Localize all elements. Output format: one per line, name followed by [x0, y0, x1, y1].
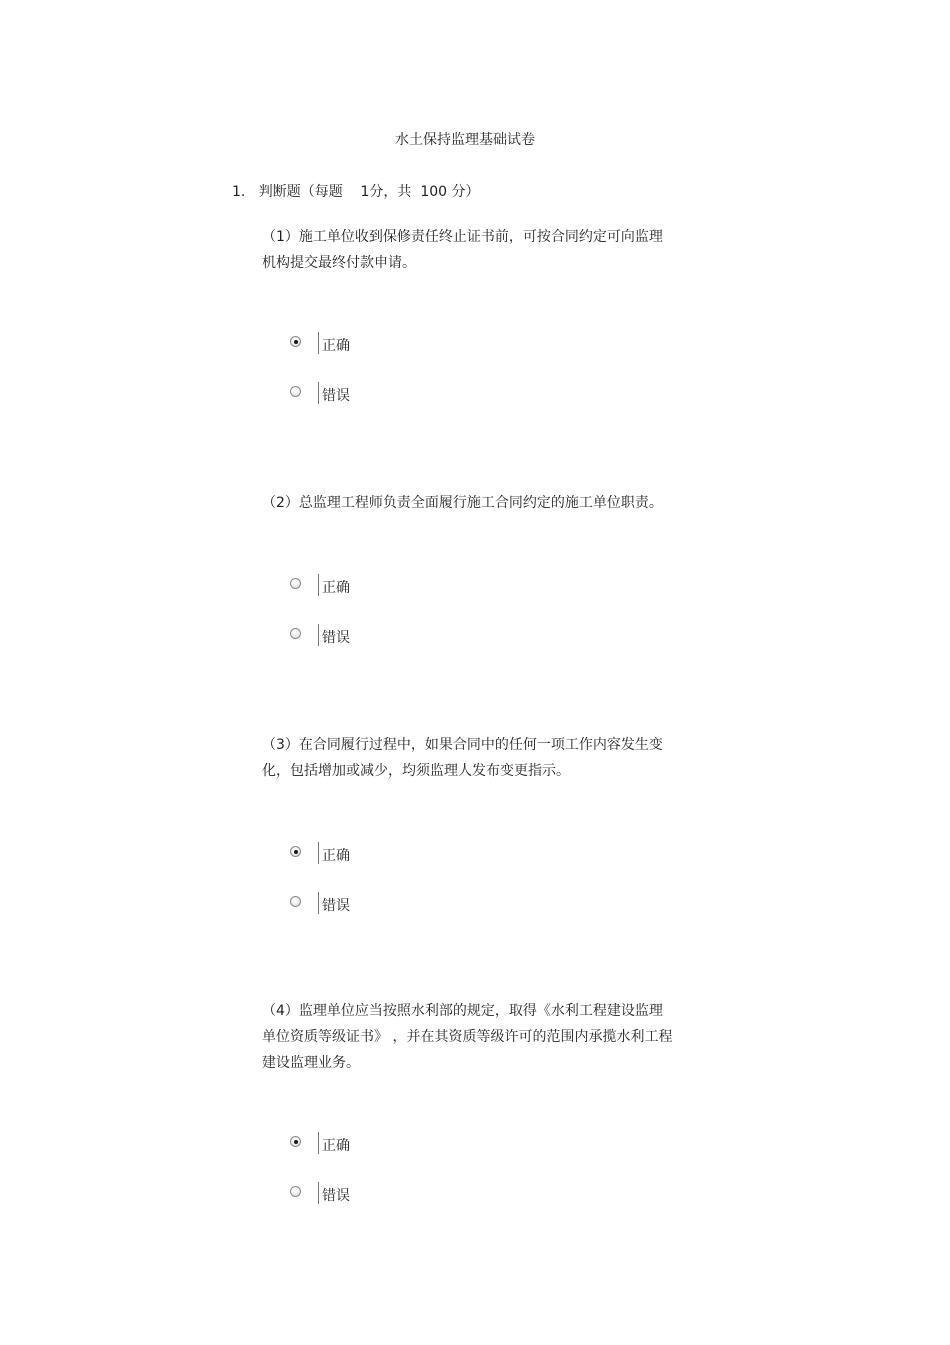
separator-bar — [318, 574, 319, 596]
question-1-option-false[interactable] — [290, 380, 350, 406]
radio-unchecked-icon[interactable] — [290, 1186, 301, 1197]
separator-bar — [318, 1132, 319, 1154]
question-3-text: （3）在合同履行过程中，如果合同中的任何一项工作内容发生变 化，包括增加或减少，均须监理人发布变更指示。 — [262, 737, 663, 779]
question-3-option-false[interactable] — [290, 890, 350, 916]
radio-unchecked-icon[interactable] — [290, 896, 301, 907]
radio-unchecked-icon[interactable] — [290, 628, 301, 639]
separator-bar — [318, 332, 319, 354]
option-label: 正确 — [322, 338, 350, 354]
option-label: 错误 — [322, 388, 350, 404]
question-4-option-true[interactable] — [290, 1130, 350, 1156]
question-1-text: （1）施工单位收到保修责任终止证书前，可按合同约定可向监理 机构提交最终付款申请。 — [262, 229, 663, 271]
option-label: 错误 — [322, 898, 350, 914]
separator-bar — [318, 382, 319, 404]
question-4-text: （4）监理单位应当按照水利部的规定，取得《水利工程建设监理 单位资质等级证书》 ，并在其资质等级许可的范围内承揽水利工程 建设监理业务。 — [262, 1003, 673, 1071]
question-4-option-false[interactable] — [290, 1180, 350, 1206]
option-label: 错误 — [322, 630, 350, 646]
separator-bar — [318, 842, 319, 864]
separator-bar — [318, 892, 319, 914]
radio-checked-icon[interactable] — [290, 1136, 301, 1147]
question-2-text: （2）总监理工程师负责全面履行施工合同约定的施工单位职责。 — [262, 495, 663, 511]
section-heading: 1. 判断题（每题 1分，共 100 分） — [232, 184, 480, 200]
question-3-option-true[interactable] — [290, 840, 350, 866]
question-2-option-true[interactable] — [290, 572, 350, 598]
radio-unchecked-icon[interactable] — [290, 386, 301, 397]
question-1-option-true[interactable] — [290, 330, 350, 356]
option-label: 正确 — [322, 1138, 350, 1154]
option-label: 正确 — [322, 580, 350, 596]
separator-bar — [318, 1182, 319, 1204]
question-2-option-false[interactable] — [290, 622, 350, 648]
option-label: 正确 — [322, 848, 350, 864]
radio-checked-icon[interactable] — [290, 336, 301, 347]
separator-bar — [318, 624, 319, 646]
radio-unchecked-icon[interactable] — [290, 578, 301, 589]
option-label: 错误 — [322, 1188, 350, 1204]
radio-checked-icon[interactable] — [290, 846, 301, 857]
exam-title: 水土保持监理基础试卷 — [395, 132, 535, 148]
